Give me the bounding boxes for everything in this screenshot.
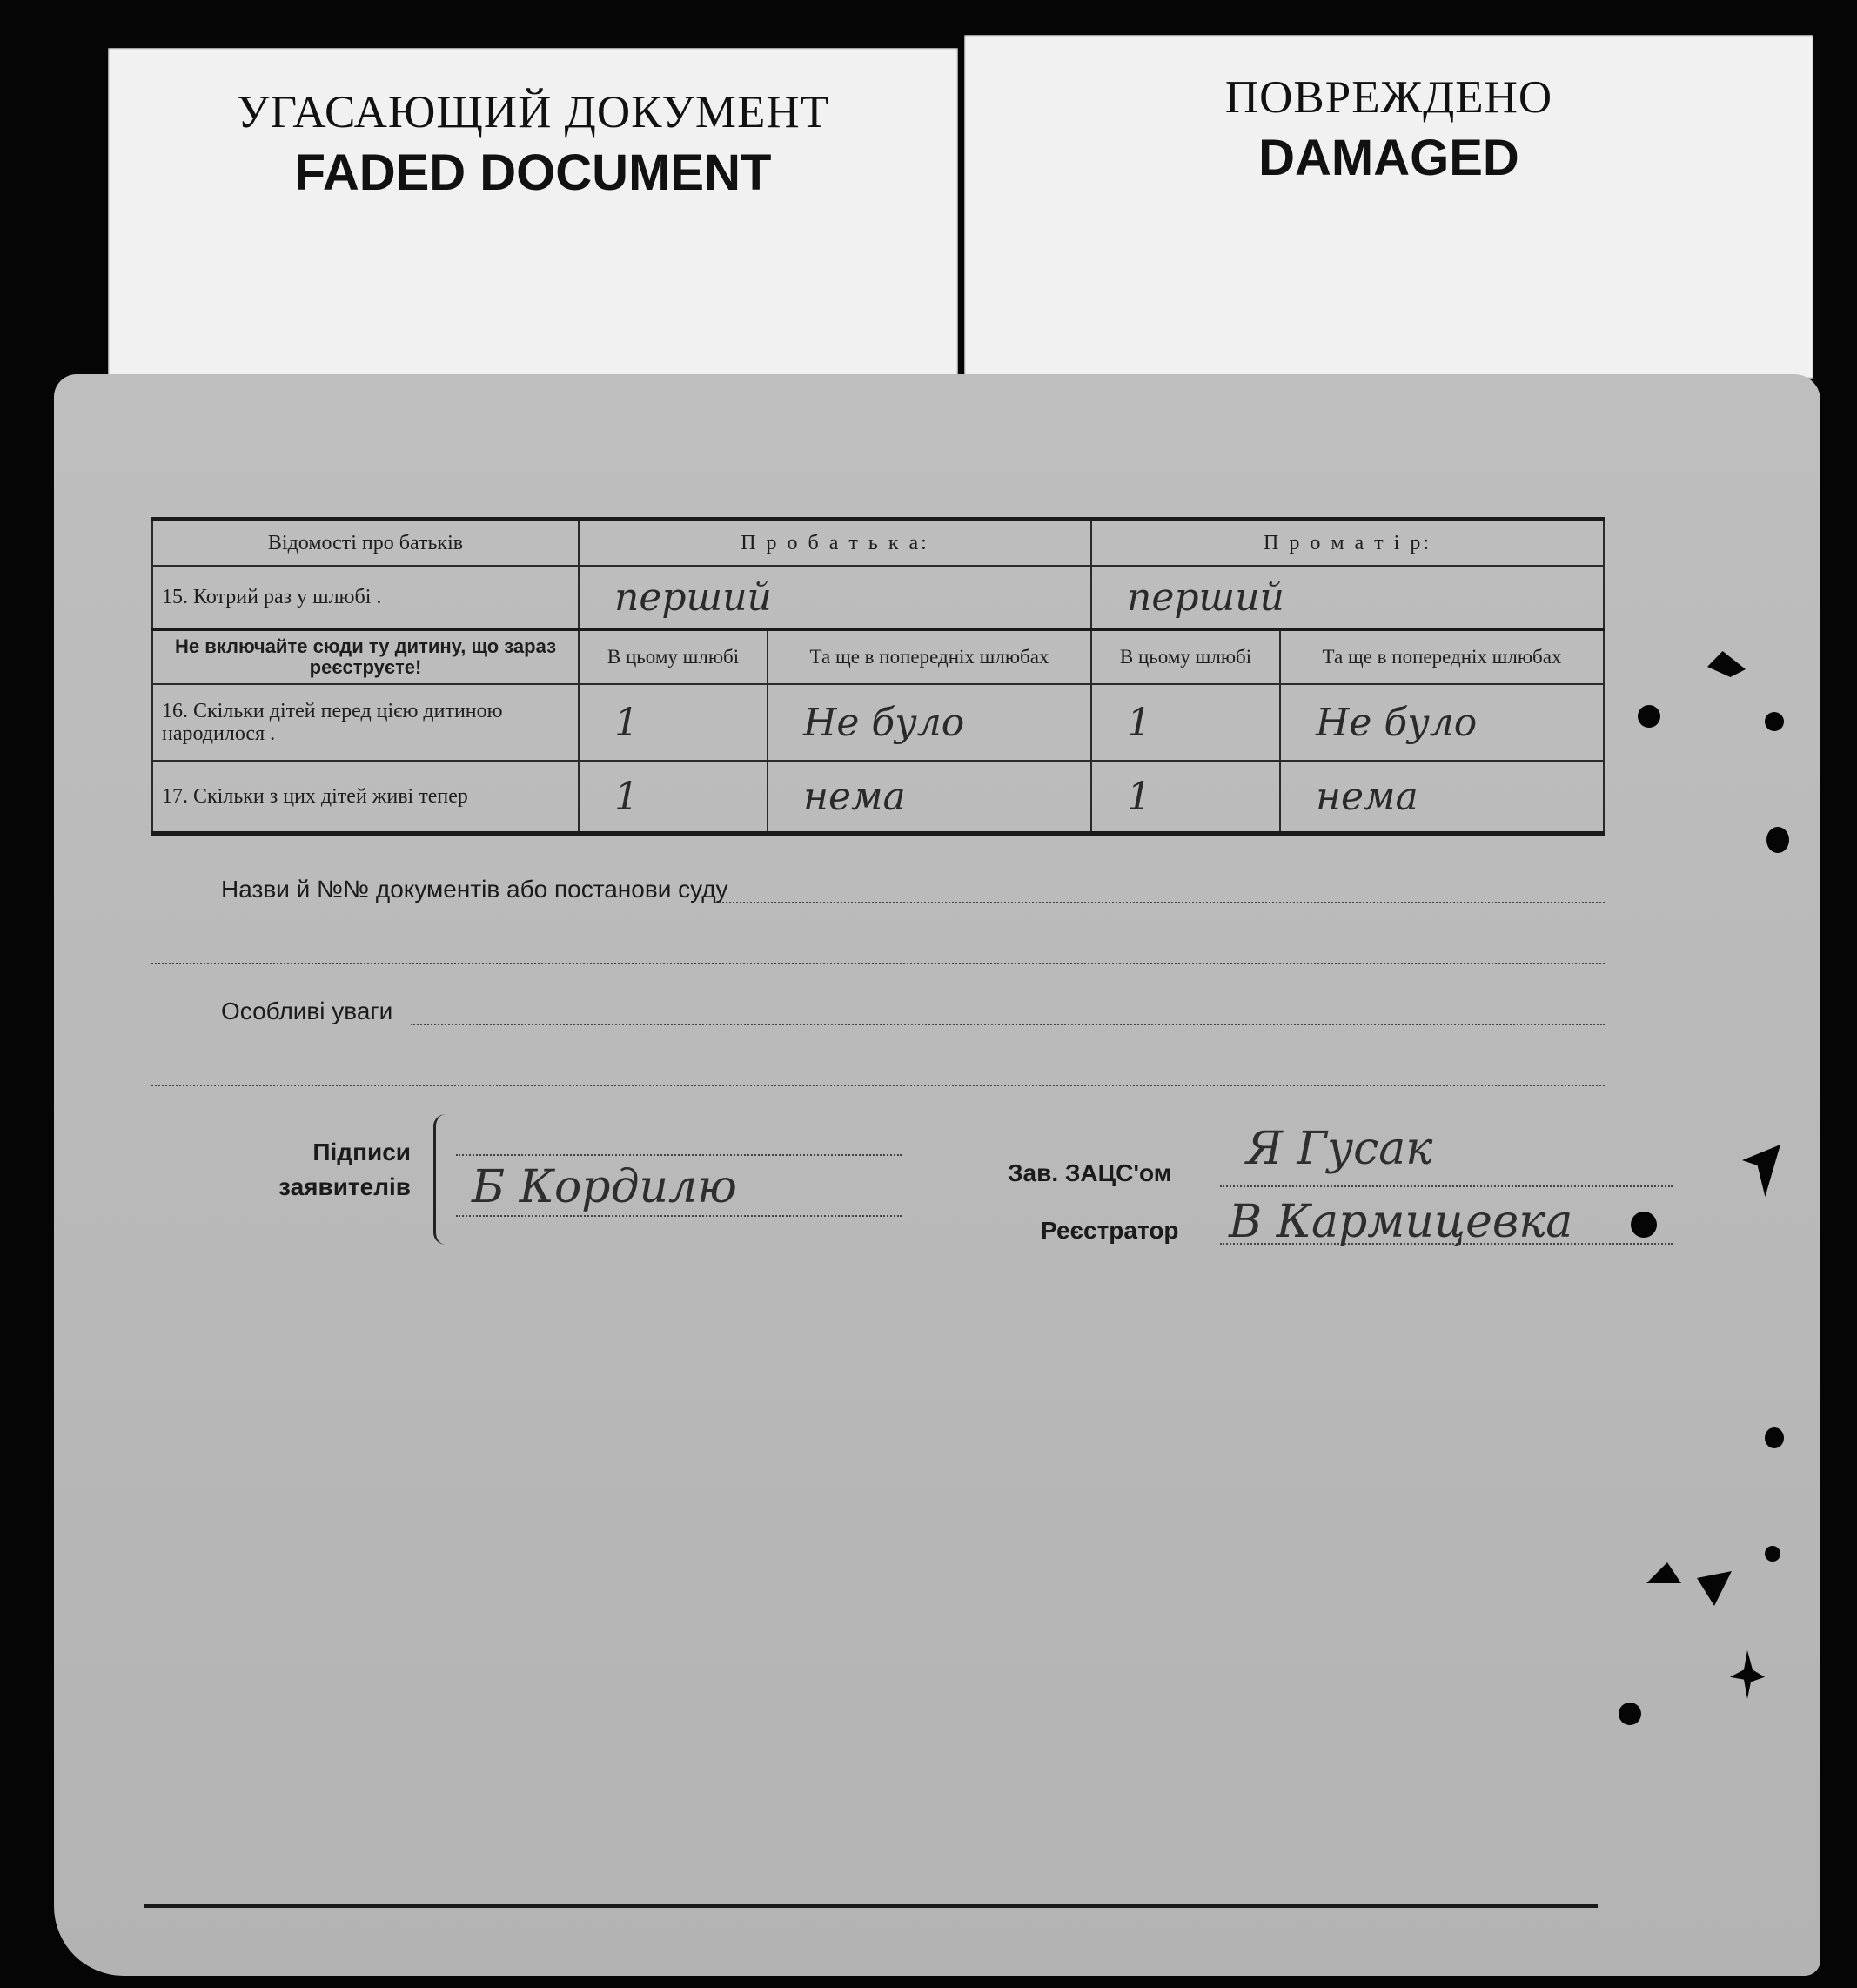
table-subheader-row [152,629,1604,684]
parents-info-table [151,517,1605,836]
applicant-signature: Б Кордилю [472,1161,737,1213]
applicants-label-line1: Підписи [312,1138,411,1165]
question-17-label: 17. Скільки з цих дітей живі тепер [162,785,468,808]
father-alive-this: 1 [614,774,639,819]
paper-tear [1730,1650,1765,1699]
father-marriage-count: перший [614,574,772,620]
mother-alive-previous: нема [1316,774,1418,819]
damaged-label-en: DAMAGED [1258,130,1519,186]
damaged-label-ru: ПОВРЕЖДЕНО [1224,72,1553,123]
applicants-brace [433,1114,450,1245]
header-about-father: П р о б а т ь к а: [579,520,1091,567]
damaged-label [964,35,1813,379]
registrar-signature: В Кармицевка [1229,1196,1573,1248]
punch-hole [1765,1546,1780,1562]
subheader-father-this-marriage: В цьому шлюбі [579,629,768,684]
faded-label-ru: УГАСАЮЩИЙ ДОКУМЕНТ [236,87,830,138]
documents-dotted-line [151,963,1605,964]
mother-children-previous: Не було [1316,700,1478,745]
table-header-row [152,520,1604,567]
mother-marriage-count: перший [1126,574,1284,620]
paper-tear [1697,1571,1732,1606]
question-16-label: 16. Скільки дітей перед цією дитиною народилося . [162,700,503,745]
subheader-mother-previous-marriages: Та ще в попередніх шлюбах [1280,629,1604,684]
punch-hole [1766,827,1789,853]
paper-tear [1707,651,1746,677]
remarks-dotted-line [151,1085,1605,1086]
documents-dotted-line [715,902,1605,903]
applicant-signature-line [456,1154,902,1156]
mother-children-this: 1 [1126,700,1151,745]
note-exclude-child: Не включайте сюди ту дитину, що зараз реєструєте! [152,629,579,684]
table-row-children-born [152,684,1604,761]
punch-hole [1619,1703,1641,1725]
table-row-marriage-count [152,566,1604,629]
registrar-label: Реєстратор [1041,1217,1179,1244]
faded-document-label [108,48,958,383]
father-children-this: 1 [614,700,639,745]
bottom-rule [144,1904,1598,1908]
record-page [54,374,1820,1976]
punch-hole [1638,705,1660,728]
table-row-children-alive [152,761,1604,834]
faded-label-en: FADED DOCUMENT [294,144,772,201]
applicant-signature-line [456,1215,902,1217]
mother-alive-this: 1 [1126,774,1151,819]
paper-tear [1646,1562,1681,1583]
signatures-section [141,1105,1673,1297]
subheader-father-previous-marriages: Та ще в попередніх шлюбах [768,629,1091,684]
remarks-label: Особливі уваги [221,997,393,1024]
header-about-mother: П р о м а т і р: [1091,520,1604,567]
subheader-mother-this-marriage: В цьому шлюбі [1091,629,1280,684]
father-children-previous: Не було [803,700,965,745]
punch-hole [1765,712,1784,731]
father-alive-previous: нема [803,774,906,819]
documents-label: Назви й №№ документів або постанови суду [221,876,728,903]
remarks-dotted-line [411,1024,1605,1025]
head-signature: Я Гусак [1246,1123,1433,1175]
punch-hole [1765,1427,1784,1448]
head-zags-label: Зав. ЗАЦС'ом [1008,1159,1172,1186]
paper-tear [1742,1145,1780,1197]
question-15-label: 15. Котрий раз у шлюбі . [162,586,382,608]
applicants-label-line2: заявителів [278,1173,411,1200]
header-parents-info: Відомості про батьків [152,520,579,567]
head-signature-line [1220,1185,1673,1187]
